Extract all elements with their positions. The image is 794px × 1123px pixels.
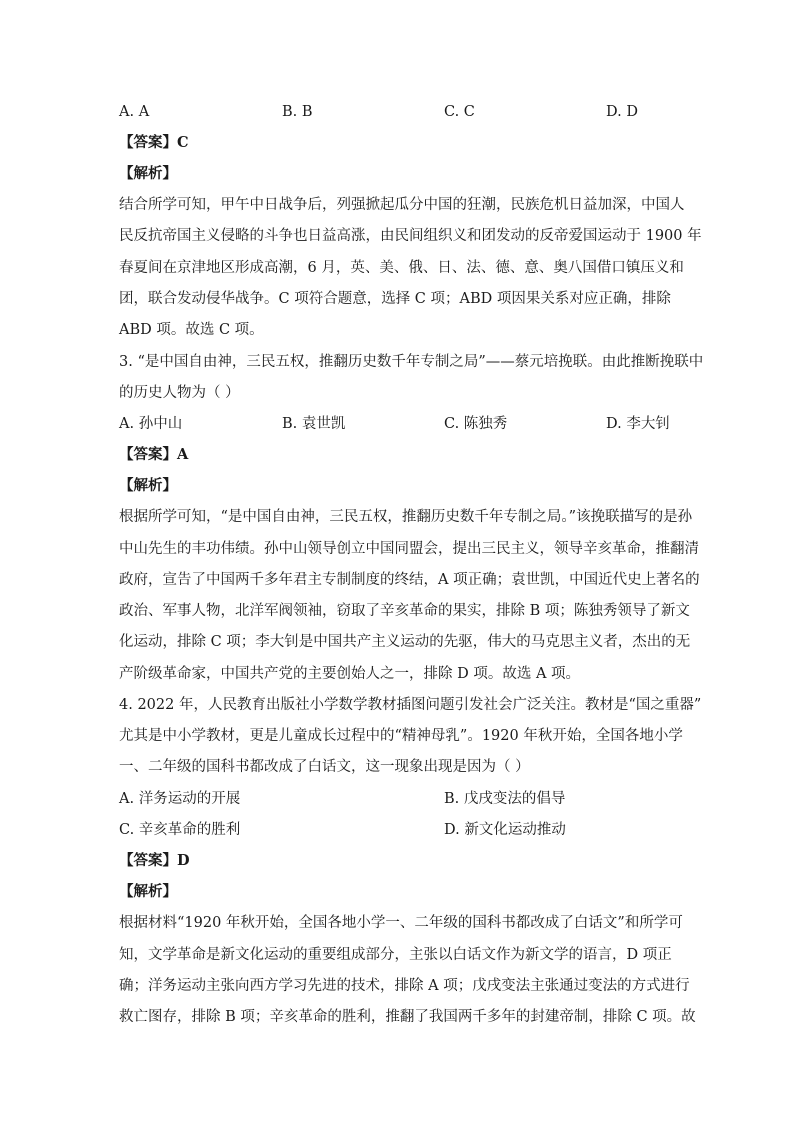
q2-option-a: A. A <box>119 104 150 120</box>
q3-option-a: A. 孙中山 <box>119 416 183 432</box>
q4-analysis-line: 知，文学革命是新文化运动的重要组成部分，主张以白话文作为新文学的语言，D 项正 <box>119 947 672 963</box>
q4-stem-line: 尤其是中小学教材，更是儿童成长过程中的“精神母乳”。1920 年秋开始，全国各地小学 <box>119 728 683 744</box>
q4-option-a: A. 洋务运动的开展 <box>119 791 241 807</box>
q3-analysis-line: 产阶级革命家，中国共产党的主要创始人之一，排除 D 项。故选 A 项。 <box>119 666 581 682</box>
q2-answer: 【答案】C <box>119 134 189 151</box>
q4-analysis-line: 确；洋务运动主张向西方学习先进的技术，排除 A 项；戊戌变法主张通过变法的方式进行 <box>119 978 690 994</box>
q4-analysis-label: 【解析】 <box>119 883 177 900</box>
q3-answer: 【答案】A <box>119 446 189 463</box>
q3-analysis-line: 中山先生的丰功伟绩。孙中山领导创立中国同盟会，提出三民主义，领导辛亥革命，推翻清 <box>119 541 699 557</box>
q4-analysis-line: 根据材料“1920 年秋开始，全国各地小学一、二年级的国科书都改成了白话文”和所学可 <box>119 915 683 931</box>
q3-analysis-label: 【解析】 <box>119 477 177 494</box>
q2-analysis-line: 结合所学可知，甲午中日战争后，列强掀起瓜分中国的狂潮，民族危机日益加深，中国人 <box>119 197 685 213</box>
q2-analysis-label: 【解析】 <box>119 165 177 182</box>
q3-option-c: C. 陈独秀 <box>444 416 508 432</box>
q2-analysis-line: 民反抗帝国主义侵略的斗争也日益高涨，由民间组织义和团发动的反帝爱国运动于 1900 年 <box>119 228 702 244</box>
q2-option-d: D. D <box>606 104 638 120</box>
q2-analysis-line: ABD 项。故选 C 项。 <box>119 322 264 338</box>
q3-analysis-line: 政府，宣告了中国两千多年君主专制制度的终结，A 项正确；袁世凯，中国近代史上著名的 <box>119 572 700 588</box>
q4-stem-line: 一、二年级的国科书都改成了白话文，这一现象出现是因为（ ） <box>119 759 530 775</box>
q3-stem-line: 的历史人物为（ ） <box>119 385 240 401</box>
q3-analysis-line: 政治、军事人物，北洋军阀领袖，窃取了辛亥革命的果实，排除 B 项；陈独秀领导了新文 <box>119 603 690 619</box>
q3-option-b: B. 袁世凯 <box>282 416 346 432</box>
q4-answer: 【答案】D <box>119 852 190 869</box>
q2-option-c: C. C <box>444 104 475 120</box>
q3-analysis-line: 根据所学可知，“是中国自由神，三民五权，推翻历史数千年专制之局。”该挽联描写的是孙 <box>119 509 693 525</box>
q3-option-d: D. 李大钊 <box>606 416 670 432</box>
q3-analysis-line: 化运动，排除 C 项；李大钊是中国共产主义运动的先驱，伟大的马克思主义者，杰出的无 <box>119 634 691 650</box>
q4-analysis-line: 救亡图存，排除 B 项；辛亥革命的胜利，推翻了我国两千多年的封建帝制，排除 C 项。故 <box>119 1009 696 1025</box>
q4-option-c: C. 辛亥革命的胜利 <box>119 822 241 838</box>
q2-analysis-line: 团，联合发动侵华战争。C 项符合题意，选择 C 项；ABD 项因果关系对应正确，排除 <box>119 291 671 307</box>
q4-stem-line: 4. 2022 年，人民教育出版社小学数学教材插图问题引发社会广泛关注。教材是“国之重器” <box>119 697 702 713</box>
q2-option-b: B. B <box>282 104 313 120</box>
q2-analysis-line: 春夏间在京津地区形成高潮，6 月，英、美、俄、日、法、德、意、奥八国借口镇压义和 <box>119 260 684 276</box>
q4-option-b: B. 戊戌变法的倡导 <box>444 791 566 807</box>
q3-stem-line: 3. “是中国自由神，三民五权，推翻历史数千年专制之局”——蔡元培挽联。由此推断挽联中 <box>119 354 704 370</box>
q4-option-d: D. 新文化运动推动 <box>444 822 566 838</box>
